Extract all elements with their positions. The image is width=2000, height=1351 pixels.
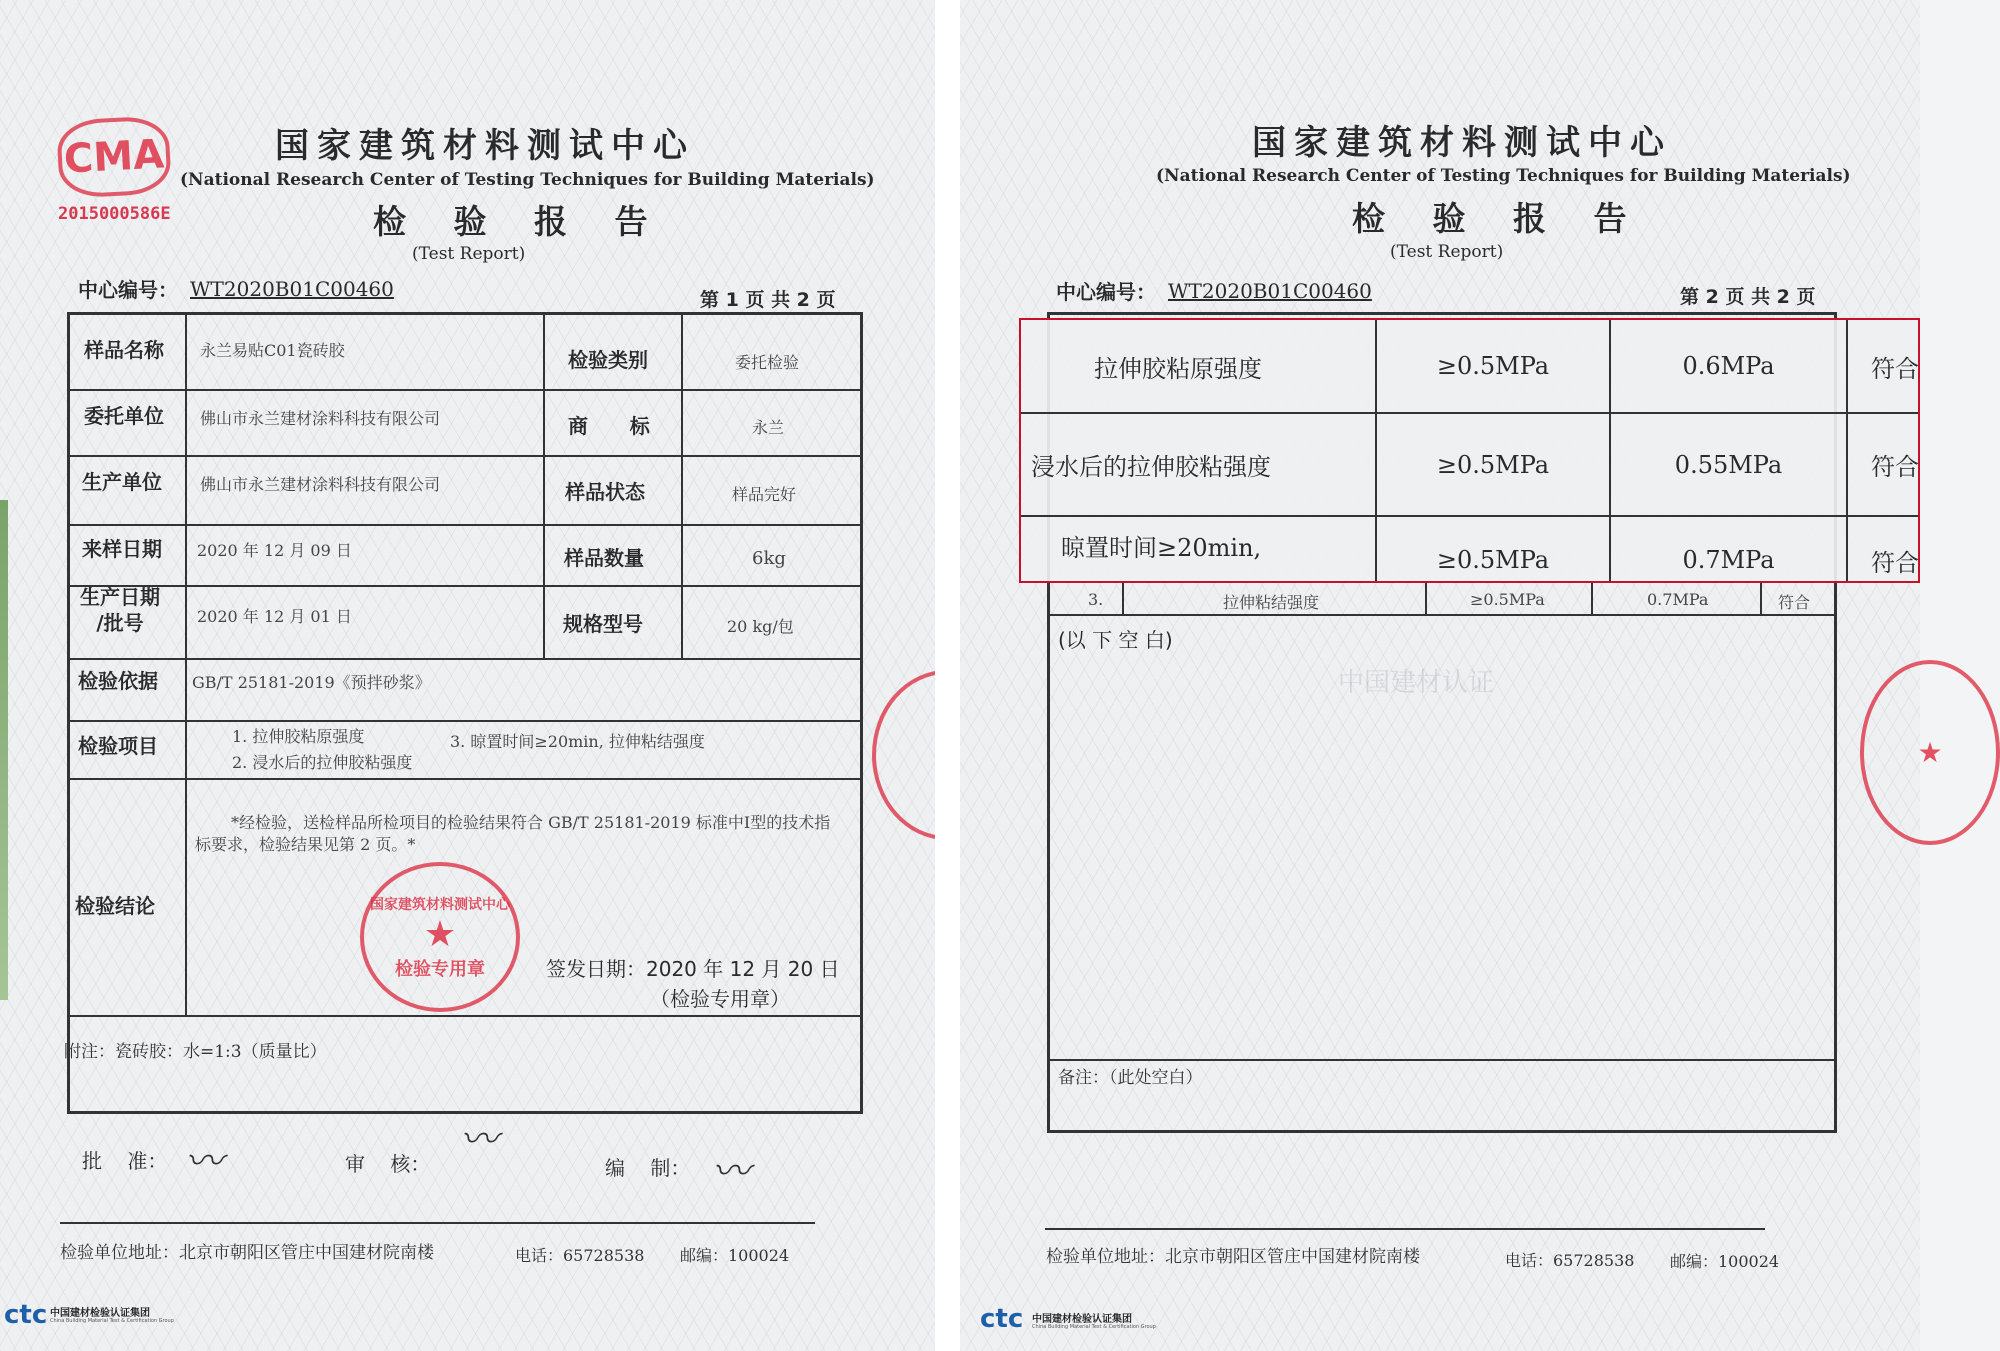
seal-text: 国家建筑材料测试中心 bbox=[370, 896, 510, 913]
report-title-en: (Test Report) bbox=[412, 244, 526, 264]
blank-note: (以 下 空 白) bbox=[1058, 628, 1173, 652]
under-row-req: ≥0.5MPa bbox=[1470, 590, 1545, 609]
background-edge bbox=[0, 500, 8, 1000]
phone: 电话：65728538 bbox=[515, 1246, 645, 1265]
result-item-1: 拉伸胶粘原强度 bbox=[1094, 354, 1262, 383]
label-trademark: 商 标 bbox=[568, 414, 650, 438]
label-conclusion: 检验结论 bbox=[75, 894, 155, 918]
compile-signature: 〰 bbox=[712, 1149, 751, 1193]
report-title: 检 验 报 告 bbox=[373, 202, 666, 241]
result-verdict-1: 符合 bbox=[1871, 354, 1919, 383]
issue-date: 签发日期：2020 年 12 月 20 日 bbox=[546, 957, 840, 981]
value-sample-name: 永兰易贴C01瓷砖胶 bbox=[200, 341, 345, 360]
star-icon: ★ bbox=[423, 913, 457, 955]
result-item-2: 浸水后的拉伸胶粘强度 bbox=[1031, 453, 1271, 481]
value-arrival-date: 2020 年 12 月 09 日 bbox=[197, 541, 352, 560]
org-title-cn: 国家建筑材料测试中心 bbox=[275, 126, 695, 166]
center-no-2: WT2020B01C00460 bbox=[1168, 279, 1372, 303]
item-1: 1. 拉伸胶粘原强度 bbox=[232, 727, 365, 746]
value-conclusion: *经检验，送检样品所检项目的检验结果符合 GB/T 25181-2019 标准中I型的技术指标要求，检验结果见第 2 页。* bbox=[195, 813, 831, 854]
value-basis: GB/T 25181-2019《预拌砂浆》 bbox=[192, 673, 431, 692]
under-row-item: 拉伸粘结强度 bbox=[1223, 593, 1320, 612]
cma-code: 2015000586E bbox=[58, 204, 171, 224]
phone-2: 电话：65728538 bbox=[1505, 1251, 1635, 1270]
review-label: 审 核： bbox=[345, 1152, 431, 1176]
ctc-logo-en-2: China Building Material Test & Certification Group bbox=[1032, 1324, 1156, 1330]
label-client: 委托单位 bbox=[84, 404, 164, 428]
result-req-3: ≥0.5MPa bbox=[1436, 546, 1550, 574]
label-basis: 检验依据 bbox=[78, 669, 158, 693]
ctc-logo: ctc bbox=[4, 1300, 48, 1330]
report-page-2 bbox=[960, 0, 1943, 1351]
seal-note: （检验专用章） bbox=[650, 987, 790, 1011]
side-seal-2 bbox=[1860, 660, 2000, 845]
zip: 邮编：100024 bbox=[680, 1246, 790, 1265]
address-2: 检验单位地址：北京市朝阳区管庄中国建材院南楼 bbox=[1046, 1247, 1420, 1267]
address: 检验单位地址：北京市朝阳区管庄中国建材院南楼 bbox=[60, 1243, 434, 1263]
compile-label: 编 制： bbox=[605, 1156, 691, 1180]
ctc-logo-2: ctc bbox=[980, 1304, 1024, 1334]
ctc-logo-en: China Building Material Test & Certification Group bbox=[50, 1318, 174, 1324]
approve-label: 批 准： bbox=[82, 1149, 168, 1173]
result-value-3: 0.7MPa bbox=[1682, 546, 1775, 574]
review-signature: 〰 bbox=[460, 1117, 499, 1161]
highlight-box bbox=[1019, 318, 1920, 583]
label-items: 检验项目 bbox=[78, 734, 158, 758]
value-trademark: 永兰 bbox=[752, 418, 785, 437]
org-title-en: (National Research Center of Testing Techniques for Building Materials) bbox=[180, 170, 875, 190]
org-title-cn-2: 国家建筑材料测试中心 bbox=[1252, 123, 1672, 163]
ctc-logo-cn-2: 中国建材检验认证集团 bbox=[1032, 1314, 1132, 1325]
approve-signature: 〰 bbox=[185, 1139, 224, 1183]
zip-2: 邮编：100024 bbox=[1670, 1252, 1780, 1271]
result-value-1: 0.6MPa bbox=[1682, 352, 1775, 380]
report-title-en-2: (Test Report) bbox=[1390, 242, 1504, 262]
seal-bottom-text: 检验专用章 bbox=[395, 958, 485, 980]
label-sample-state: 样品状态 bbox=[565, 480, 645, 504]
value-sample-qty: 6kg bbox=[752, 548, 786, 569]
under-row-value: 0.7MPa bbox=[1647, 590, 1709, 609]
org-title-en-2: (National Research Center of Testing Techniques for Building Materials) bbox=[1156, 166, 1851, 186]
official-seal bbox=[360, 862, 520, 1012]
center-no-label: 中心编号： bbox=[78, 278, 178, 302]
item-3: 3. 晾置时间≥20min, 拉伸粘结强度 bbox=[450, 732, 705, 751]
value-spec: 20 kg/包 bbox=[727, 617, 794, 636]
note: 附注：瓷砖胶：水=1:3（质量比） bbox=[64, 1042, 327, 1062]
cma-logo bbox=[56, 115, 172, 199]
label-manufacturer: 生产单位 bbox=[82, 470, 162, 494]
under-row-no: 3. bbox=[1088, 590, 1104, 609]
result-item-3: 晾置时间≥20min, bbox=[1061, 533, 1262, 562]
report-page-1 bbox=[0, 0, 935, 1351]
result-verdict-2: 符合 bbox=[1871, 453, 1919, 481]
label-arrival-date: 来样日期 bbox=[82, 537, 162, 561]
item-2: 2. 浸水后的拉伸胶粘强度 bbox=[232, 753, 413, 772]
label-sample-qty: 样品数量 bbox=[564, 546, 644, 570]
ctc-logo-cn: 中国建材检验认证集团 bbox=[50, 1308, 150, 1319]
page-indicator: 第 1 页 共 2 页 bbox=[700, 289, 836, 311]
value-production-date: 2020 年 12 月 01 日 bbox=[197, 607, 352, 626]
watermark: 中国建材认证 bbox=[1338, 668, 1495, 698]
result-verdict-3: 符合 bbox=[1871, 548, 1919, 577]
page-indicator-2: 第 2 页 共 2 页 bbox=[1680, 286, 1816, 308]
page-gap bbox=[935, 0, 960, 1351]
result-req-2: ≥0.5MPa bbox=[1436, 450, 1550, 479]
label-spec: 规格型号 bbox=[563, 612, 643, 636]
result-req-1: ≥0.5MPa bbox=[1436, 352, 1550, 380]
star-icon-2: ★ bbox=[1917, 736, 1943, 769]
remark: 备注：（此处空白） bbox=[1058, 1068, 1203, 1088]
report-title-2: 检 验 报 告 bbox=[1352, 199, 1645, 238]
label-sample-name: 样品名称 bbox=[84, 338, 164, 362]
center-no: WT2020B01C00460 bbox=[190, 277, 394, 301]
value-sample-state: 样品完好 bbox=[732, 485, 797, 504]
label-production-date: 生产日期 /批号 bbox=[80, 585, 160, 635]
result-value-2: 0.55MPa bbox=[1674, 450, 1783, 479]
label-inspection-type: 检验类别 bbox=[568, 348, 648, 372]
value-client: 佛山市永兰建材涂料科技有限公司 bbox=[200, 409, 441, 428]
cma-logo-text: CMA bbox=[62, 131, 166, 183]
under-row-verdict: 符合 bbox=[1778, 593, 1811, 612]
center-no-label-2: 中心编号： bbox=[1056, 280, 1156, 304]
value-manufacturer: 佛山市永兰建材涂料科技有限公司 bbox=[200, 475, 441, 494]
value-inspection-type: 委托检验 bbox=[735, 353, 800, 372]
